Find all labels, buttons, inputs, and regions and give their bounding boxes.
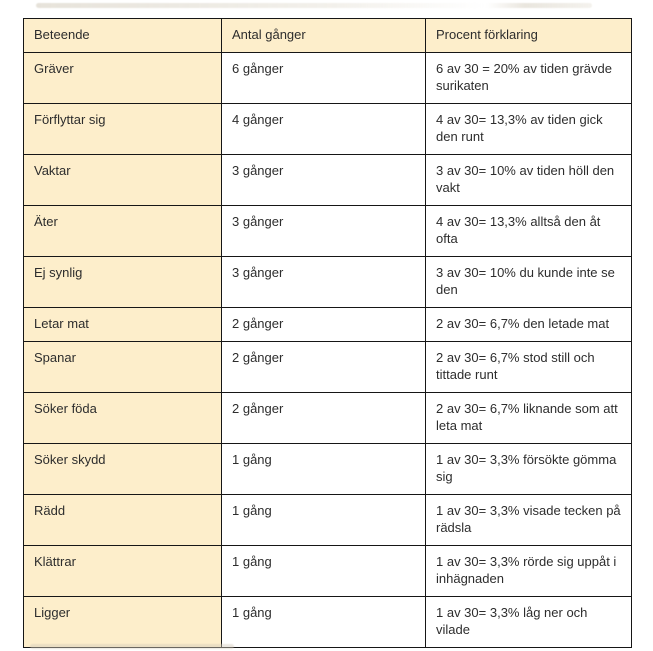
behavior-observation-table bbox=[23, 18, 632, 648]
cell-procent: 2 av 30= 6,7% liknande som att leta mat bbox=[426, 393, 632, 444]
cell-procent: 1 av 30= 3,3% visade tecken på rädsla bbox=[426, 495, 632, 546]
cell-procent: 2 av 30= 6,7% stod still och tittade runt bbox=[426, 342, 632, 393]
table-row-soker-foda bbox=[24, 393, 632, 444]
table-row-soker-skydd bbox=[24, 444, 632, 495]
column-header-beteende: Beteende bbox=[24, 19, 222, 53]
cell-antal: 2 gånger bbox=[222, 342, 426, 393]
cell-beteende: Spanar bbox=[24, 342, 222, 393]
cell-beteende: Rädd bbox=[24, 495, 222, 546]
cell-beteende: Förflyttar sig bbox=[24, 104, 222, 155]
cell-beteende: Ligger bbox=[24, 597, 222, 648]
cell-procent: 2 av 30= 6,7% den letade mat bbox=[426, 308, 632, 342]
cell-procent: 4 av 30= 13,3% av tiden gick den runt bbox=[426, 104, 632, 155]
cell-beteende: Letar mat bbox=[24, 308, 222, 342]
cell-procent: 1 av 30= 3,3% rörde sig uppåt i inhägnaden bbox=[426, 546, 632, 597]
cell-antal: 3 gånger bbox=[222, 206, 426, 257]
cell-beteende: Vaktar bbox=[24, 155, 222, 206]
table-row-spanar bbox=[24, 342, 632, 393]
cell-antal: 3 gånger bbox=[222, 257, 426, 308]
table-row-vaktar bbox=[24, 155, 632, 206]
table-row-letar-mat bbox=[24, 308, 632, 342]
column-header-procent-forklaring: Procent förklaring bbox=[426, 19, 632, 53]
header-row bbox=[24, 19, 632, 53]
table-row-graver bbox=[24, 53, 632, 104]
cell-beteende: Ej synlig bbox=[24, 257, 222, 308]
table-row-klattrar bbox=[24, 546, 632, 597]
cell-procent: 1 av 30= 3,3% försökte gömma sig bbox=[426, 444, 632, 495]
top-cropped-content-artifact bbox=[36, 3, 592, 8]
table-body bbox=[24, 53, 632, 648]
column-header-antal-ganger: Antal gånger bbox=[222, 19, 426, 53]
cell-procent: 3 av 30= 10% av tiden höll den vakt bbox=[426, 155, 632, 206]
cell-procent: 4 av 30= 13,3% alltså den åt ofta bbox=[426, 206, 632, 257]
cell-antal: 1 gång bbox=[222, 444, 426, 495]
table-row-ater bbox=[24, 206, 632, 257]
cell-beteende: Gräver bbox=[24, 53, 222, 104]
cell-antal: 1 gång bbox=[222, 597, 426, 648]
cell-antal: 2 gånger bbox=[222, 308, 426, 342]
cell-beteende: Söker skydd bbox=[24, 444, 222, 495]
bottom-cropped-content-artifact bbox=[30, 644, 234, 649]
table-row-forflyttar-sig bbox=[24, 104, 632, 155]
cell-procent: 1 av 30= 3,3% låg ner och vilade bbox=[426, 597, 632, 648]
cell-beteende: Söker föda bbox=[24, 393, 222, 444]
table-row-radd bbox=[24, 495, 632, 546]
table-header bbox=[24, 19, 632, 53]
table-row-ej-synlig bbox=[24, 257, 632, 308]
cell-antal: 1 gång bbox=[222, 546, 426, 597]
table-row-ligger bbox=[24, 597, 632, 648]
cell-antal: 4 gånger bbox=[222, 104, 426, 155]
cell-beteende: Klättrar bbox=[24, 546, 222, 597]
cell-antal: 3 gånger bbox=[222, 155, 426, 206]
cell-antal: 6 gånger bbox=[222, 53, 426, 104]
cell-beteende: Äter bbox=[24, 206, 222, 257]
cell-procent: 3 av 30= 10% du kunde inte se den bbox=[426, 257, 632, 308]
cell-antal: 2 gånger bbox=[222, 393, 426, 444]
cell-procent: 6 av 30 = 20% av tiden grävde surikaten bbox=[426, 53, 632, 104]
cell-antal: 1 gång bbox=[222, 495, 426, 546]
